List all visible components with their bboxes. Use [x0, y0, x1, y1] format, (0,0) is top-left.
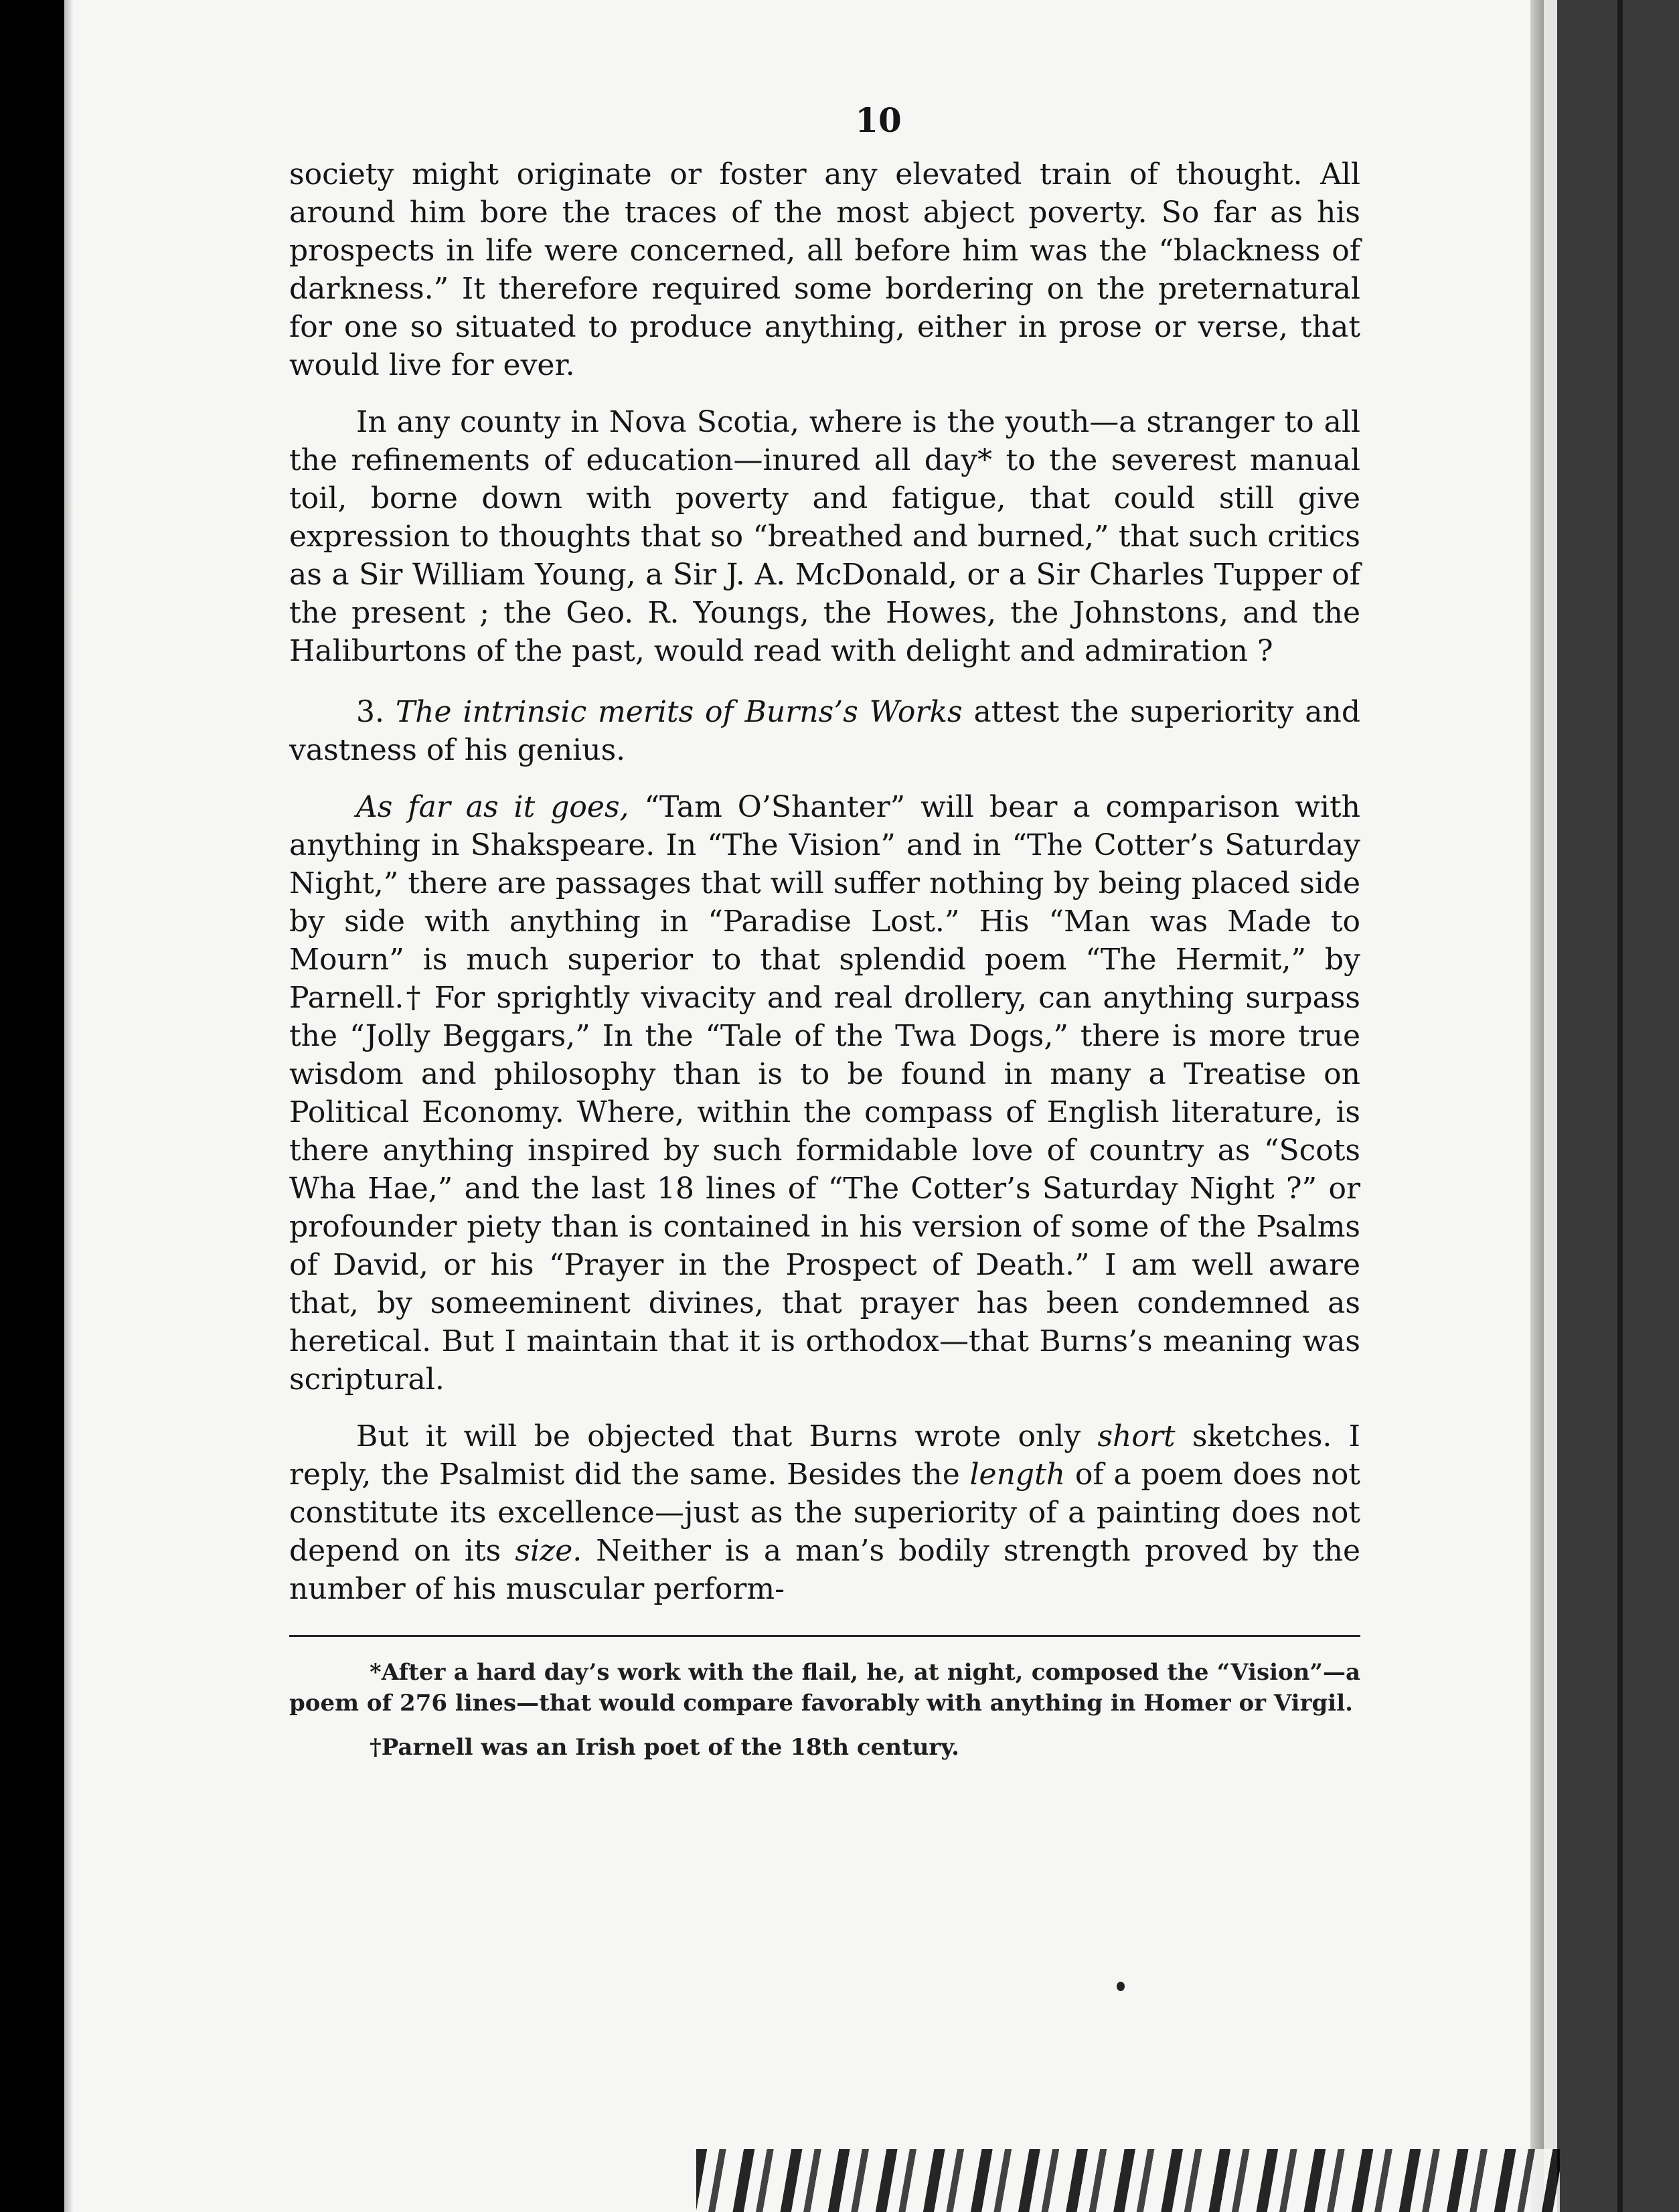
paragraph-1: society might originate or foster any elevated train of thought. All around him bore the traces of the most abject poverty. So far as his prospects in life were concerned, all before him was the “blackness of darkness.” It therefore required some bordering on the preternatural for one so situated to produce anything, either in prose or verse, that would live for ever. [289, 157, 1360, 382]
paragraph-5-text-c: sketches. I reply, the Psalmist did the same. Besides the [289, 1419, 1361, 1492]
paragraph-5-text-e: of a poem does not constitute its excellence—just as the superiority of a painting does not depend on its [289, 1457, 1360, 1568]
emphasis-length: length [969, 1457, 1066, 1492]
torn-page-bottom [696, 2149, 1560, 2212]
page-content [289, 100, 1360, 1763]
section-number: 3. [356, 695, 384, 729]
binding-line [1617, 0, 1623, 2212]
paragraph-4-text: “Tam O’Shanter” will bear a comparison with anything in Shakspeare. In “The Vision” and in “The Cotter’s Saturday Night,” there are passages that will suffer nothing by being placed side by side with anything in “Paradise Lost.” His “Man was Made to Mourn” is much superior to that splendid poem “The Hermit,” by Parnell.† For sprightly vivacity and real drollery, can anything surpass the “Jolly Beggars,” In the “Tale of the Twa Dogs,” there is more true wisdom and philosophy than is to be found in many a Treatise on Political Economy. Where, within the compass of English literature, is there anything inspired by such formidable love of country as “Scots Wha Hae,” and the last 18 lines of “The Cotter’s Saturday Night ?” or profounder piety than is contained in his version of some of the Psalms of David, or his “Prayer in the Prospect of Death.” I am well aware that, by someeminent divines, that prayer has been condemned as heretical. But I maintain that it is orthodox—that Burns’s meaning was scriptural. [289, 790, 1360, 1397]
section-heading-rest: attest the superiority and vastness of his genius. [289, 695, 1360, 767]
paragraph-3 [289, 693, 1360, 769]
footnote-2: †Parnell was an Irish poet of the 18th century. [370, 1734, 960, 1761]
ink-spot [1117, 1982, 1125, 1991]
paragraph-4-lead: As far as it goes, [356, 790, 629, 824]
page-fold [1530, 0, 1544, 2212]
footnotes [289, 1657, 1360, 1763]
emphasis-size: size. [515, 1534, 582, 1568]
paragraph-2: In any county in Nova Scotia, where is the youth—a stranger to all the refinements of education—inured all day* to the severest manual toil, borne down with poverty and fatigue, that could still give expression to thoughts that so “breathed and burned,” that such critics as a Sir William Young, a Sir J. A. McDonald, or a Sir Charles Tupper of the present ; the Geo. R. Youngs, the Howes, the Johnstons, and the Haliburtons of the past, would read with delight and admiration ? [289, 405, 1360, 668]
page-edge-shadow [64, 0, 74, 2212]
paragraph-4 [289, 788, 1360, 1399]
body-text [289, 155, 1360, 1608]
backing-strip [1544, 0, 1557, 2212]
paragraph-5 [289, 1417, 1360, 1608]
section-heading: The intrinsic merits of Burns’s Works [395, 695, 963, 729]
page-number: 10 [855, 100, 902, 140]
footnote-rule [289, 1635, 1360, 1637]
emphasis-short: short [1097, 1419, 1176, 1453]
paragraph-5-text-a: But it will be objected that Burns wrote only [356, 1419, 1098, 1453]
scan-border-left [0, 0, 64, 2212]
footnote-1: *After a hard day’s work with the flail, he, at night, composed the “Vision”—a poem of 276 lines—that would compare favorably with anything in Homer or Virgil. [289, 1659, 1360, 1717]
paragraph-5-text-g: Neither is a man’s bodily strength proved by the number of his muscular perform- [289, 1534, 1360, 1606]
